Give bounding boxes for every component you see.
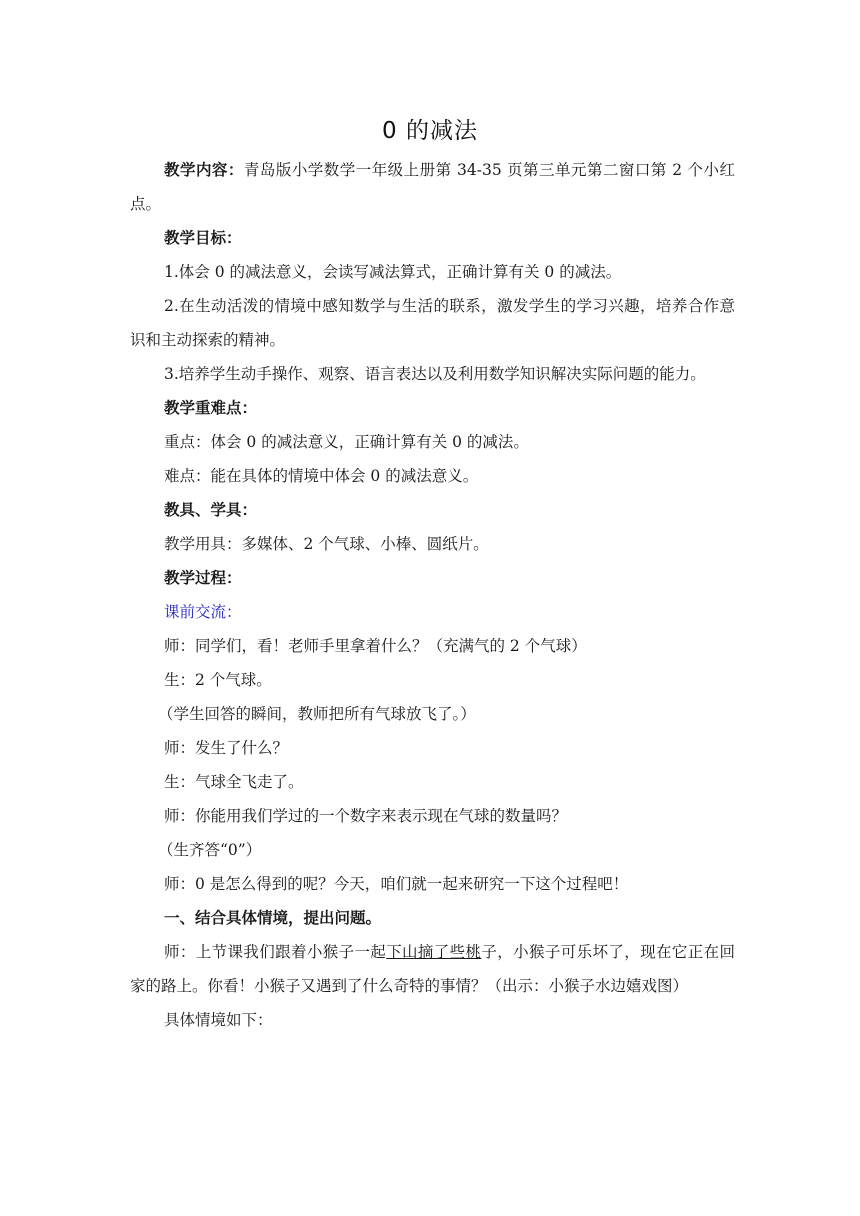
text-teacher-5-end: 子，小猴子可乐坏了，现在它正在回家的路上。你看！小猴子又遇到了什么奇特的事情？（出示：小猴子水边嬉戏图）	[130, 943, 735, 995]
paragraph-teacher-4: 师：0 是怎么得到的呢？今天，咱们就一起来研究一下这个过程吧！	[164, 875, 629, 893]
heading-teaching-goals: 教学目标：	[164, 228, 242, 247]
heading-teaching-process: 教学过程：	[164, 568, 242, 587]
paragraph-student-2: 生：气球全飞走了。	[164, 773, 304, 791]
text-teaching-content: 青岛版小学数学一年级上册第 34-35 页第三单元第二窗口第 2 个小红点。	[130, 161, 735, 213]
paragraph-note-2: （生齐答“0”）	[158, 841, 262, 859]
paragraph-key-point: 重点：体会 0 的减法意义，正确计算有关 0 的减法。	[164, 433, 529, 451]
text-teacher-5-start: 师：上节课我们跟着小猴子一起	[164, 943, 387, 961]
paragraph-teaching-content	[130, 153, 735, 221]
heading-key-points: 教学重难点：	[164, 398, 258, 417]
paragraph-teacher-5	[130, 935, 735, 1003]
paragraph-teaching-aids: 教学用具：多媒体、2 个气球、小棒、圆纸片。	[164, 535, 489, 553]
paragraph-goal-2: 2.在生动活泼的情境中感知数学与生活的联系，激发学生的学习兴趣，培养合作意识和主动探索的精神。	[130, 297, 735, 349]
heading-teaching-aids: 教具、学具：	[164, 500, 258, 519]
document-body	[130, 153, 735, 1037]
paragraph-teacher-1: 师：同学们，看！老师手里拿着什么？（充满气的 2 个气球）	[164, 637, 587, 655]
paragraph-student-1: 生：2 个气球。	[164, 671, 272, 689]
label-teaching-content: 教学内容：	[164, 160, 244, 179]
paragraph-teacher-2: 师：发生了什么？	[164, 739, 289, 757]
document-title: 0 的减法	[382, 118, 478, 144]
text-teacher-5-underlined: 下山摘了些桃	[386, 943, 482, 961]
paragraph-scenario-intro: 具体情境如下：	[164, 1011, 273, 1029]
heading-section-1: 一、结合具体情境，提出问题。	[164, 908, 382, 927]
paragraph-teacher-3: 师：你能用我们学过的一个数字来表示现在气球的数量吗？	[164, 807, 568, 825]
paragraph-note-1: （学生回答的瞬间，教师把所有气球放飞了。）	[158, 705, 476, 723]
heading-pre-class-exchange: 课前交流：	[164, 603, 242, 621]
paragraph-difficult-point: 难点：能在具体的情境中体会 0 的减法意义。	[164, 467, 479, 485]
paragraph-goal-3: 3.培养学生动手操作、观察、语言表达以及利用数学知识解决实际问题的能力。	[164, 365, 706, 383]
paragraph-goal-1: 1.体会 0 的减法意义，会读写减法算式，正确计算有关 0 的减法。	[164, 263, 622, 281]
